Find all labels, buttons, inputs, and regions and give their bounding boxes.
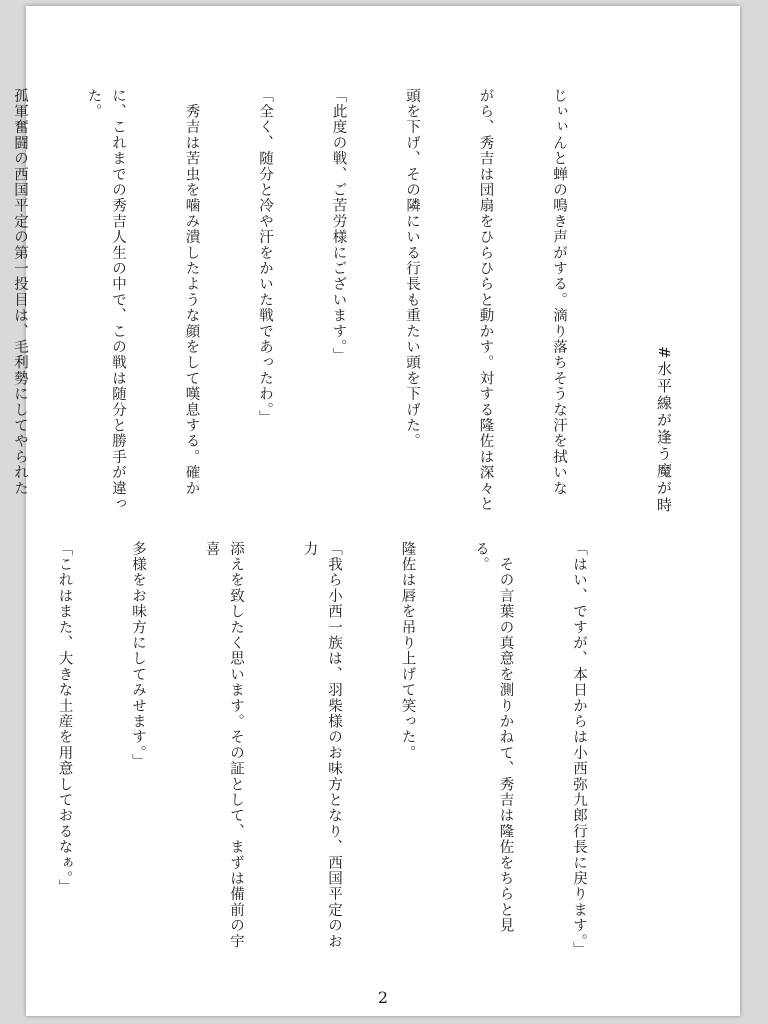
text-line: 秀吉は苦虫を噛み潰したような顔をして嘆息する。確か: [183, 88, 200, 497]
text-line: 多様をお味方にしてみせます。」: [130, 541, 146, 770]
text-line: 「はい、ですが、本日からは小西弥九郎行長に戻ります。」: [571, 541, 587, 958]
text-line: じぃぃんと蝉の鳴き声がする。滴り落ちそうな汗を拭いな: [551, 88, 567, 497]
text-line: その言葉の真意を測りかねて、秀吉は隆佐をちらと見る。: [473, 541, 514, 934]
text-line: 「全く、随分と冷や汗をかいた戦であったわ。」: [257, 88, 273, 427]
text-line: 「これはまた、大きな土産を用意しておるなぁ。」: [56, 541, 73, 895]
text-block-bottom: [0, 541, 640, 961]
text-line: に、これまでの秀吉人生の中で、この戦は随分と勝手が違った。: [85, 88, 126, 512]
text-line: がら、秀吉は団扇をひらひらと動かす。対する隆佐は深々と: [477, 88, 494, 512]
text-line: 「我ら小西一族は、羽柴様のお味方となり、西国平定のお力: [301, 541, 342, 950]
text-line: 孤軍奮闘の西国平定の第一投目は、毛利勢にしてやられた: [12, 88, 28, 497]
text-line: 「此度の戦、ご苦労様にございます。」: [330, 88, 347, 364]
document-page: [12, 6, 740, 1016]
text-block-top: [0, 88, 620, 518]
section-heading: #水平線が逢う魔が時: [655, 346, 673, 514]
text-line: 頭を下げ、その隣にいる行長も重たい頭を下げた。: [404, 88, 420, 450]
text-line: 添えを致したく思います。その証として、まずは備前の宇喜: [203, 541, 244, 950]
page-number: 2: [377, 988, 389, 1007]
text-line: [0, 541, 3, 961]
text-line: 隆佐は唇を吊り上げて笑った。: [399, 541, 416, 761]
